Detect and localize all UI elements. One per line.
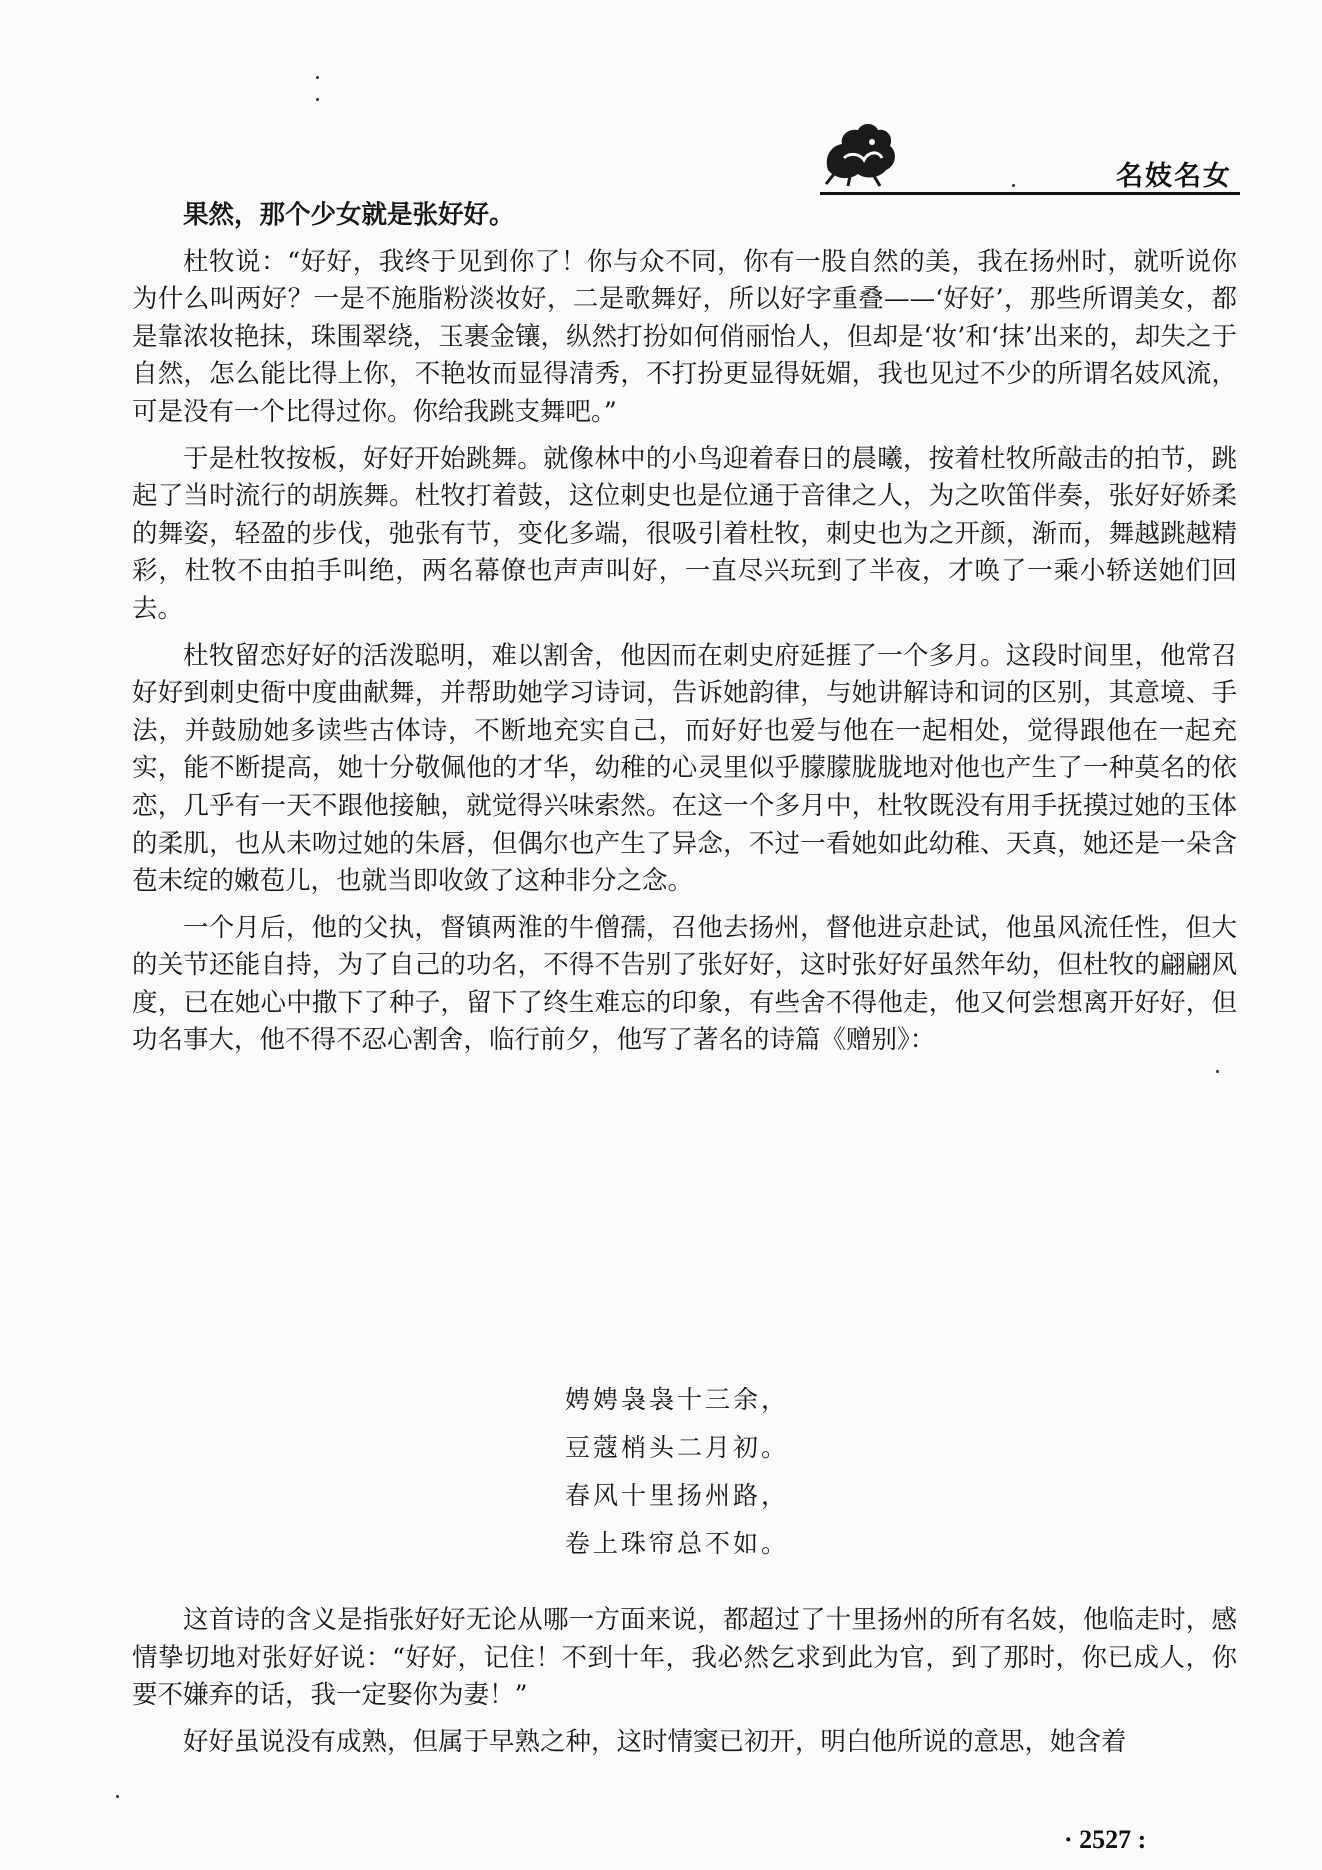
poem-line: 卷上珠帘总不如。 bbox=[565, 1529, 790, 1558]
page-number: · 2527 : bbox=[1064, 1825, 1147, 1854]
paragraph: 杜牧说：“好好，我终于见到你了！你与众不同，你有一股自然的美，我在扬州时，就听说你为什么叫两好？一是不施脂粉淡妆好，二是歌舞好，所以好字重叠——‘好好’，那些所谓美女，都是靠浓妆艳抹，珠围翠绕，玉裹金镶，纵然打扮如何俏丽怡人，但却是‘妆’和‘抹’出来的，却失之于自然，怎么能比得上你，不艳妆而显得清秀，不打扮更显得妩媚，我也见过不少的所谓名妓风流，可是没有一个比得过你。你给我跳支舞吧。” bbox=[132, 246, 1237, 427]
scan-speck bbox=[116, 1795, 119, 1798]
poem-line: 春风十里扬州路， bbox=[565, 1481, 790, 1510]
main-text-continued bbox=[132, 1602, 1237, 1770]
paragraph: 于是杜牧按板，好好开始跳舞。就像林中的小鸟迎着春日的晨曦，按着杜牧所敲击的拍节，跳起了当时流行的胡族舞。杜牧打着鼓，这位刺史也是位通于音律之人，为之吹笛伴奏，张好好娇柔的舞姿，轻盈的步伐，弛张有节，变化多端，很吸引着杜牧，刺史也为之开颜，渐而，舞越跳越精彩，杜牧不由拍手叫绝，两名幕僚也声声叫好，一直尽兴玩到了半夜，才唤了一乘小轿送她们回去。 bbox=[132, 443, 1237, 624]
header-rule bbox=[820, 192, 1240, 195]
poem bbox=[565, 1376, 789, 1568]
scan-speck bbox=[1216, 1070, 1219, 1073]
scan-speck bbox=[316, 76, 319, 79]
paragraph: 果然，那个少女就是张好好。 bbox=[183, 200, 515, 230]
paragraph: 一个月后，他的父执，督镇两淮的牛僧孺，召他去扬州，督他进京赴试，他虽风流任性，但大的关节还能自持，为了自己的功名，不得不告别了张好好，这时张好好虽然年幼，但杜牧的翩翩风度，已在她心中撒下了种子，留下了终生难忘的印象，有些舍不得他走，他又何尝想离开好好，但功名事大，他不得不忍心割舍，临行前夕，他写了著名的诗篇《赠别》： bbox=[132, 912, 1237, 1056]
scan-speck bbox=[316, 98, 319, 101]
paragraph: 好好虽说没有成熟，但属于早熟之种，这时情窦已初开，明白他所说的意思，她含着 bbox=[183, 1726, 1127, 1757]
paragraph: 杜牧留恋好好的活泼聪明，难以割舍，他因而在刺史府延捱了一个多月。这段时间里，他常召好好到刺史衙中度曲献舞，并帮助她学习诗词，告诉她韵律，与她讲解诗和词的区别，其意境、手法，并鼓励她多读些古体诗，不断地充实自己，而好好也爱与他在一起相处，觉得跟他在一起充实，能不断提高，她十分敬佩他的才华，幼稚的心灵里似乎朦朦胧胧地对他也产生了一种莫名的依恋，几乎有一天不跟他接触，就觉得兴味索然。在这一个多月中，杜牧既没有用手抚摸过她的玉体的柔肌，也从未吻过她的朱唇，但偶尔也产生了异念，不过一看她如此幼稚、天真，她还是一朵含苞未绽的嫩苞儿，也就当即收敛了这种非分之念。 bbox=[132, 640, 1237, 897]
main-text bbox=[132, 197, 1237, 1069]
running-header bbox=[820, 118, 1240, 200]
section-title: 名妓名女 bbox=[1116, 161, 1232, 192]
poem-line: 娉娉袅袅十三余， bbox=[565, 1385, 790, 1414]
poem-line: 豆蔻梢头二月初。 bbox=[565, 1433, 790, 1462]
dragon-logo-icon bbox=[820, 118, 902, 188]
paragraph: 这首诗的含义是指张好好无论从哪一方面来说，都超过了十里扬州的所有名妓，他临走时，感情挚切地对张好好说：“好好，记住！不到十年，我必然乞求到此为官，到了那时，你已成人，你要不嫌弃的话，我一定娶你为妻！” bbox=[132, 1605, 1237, 1711]
